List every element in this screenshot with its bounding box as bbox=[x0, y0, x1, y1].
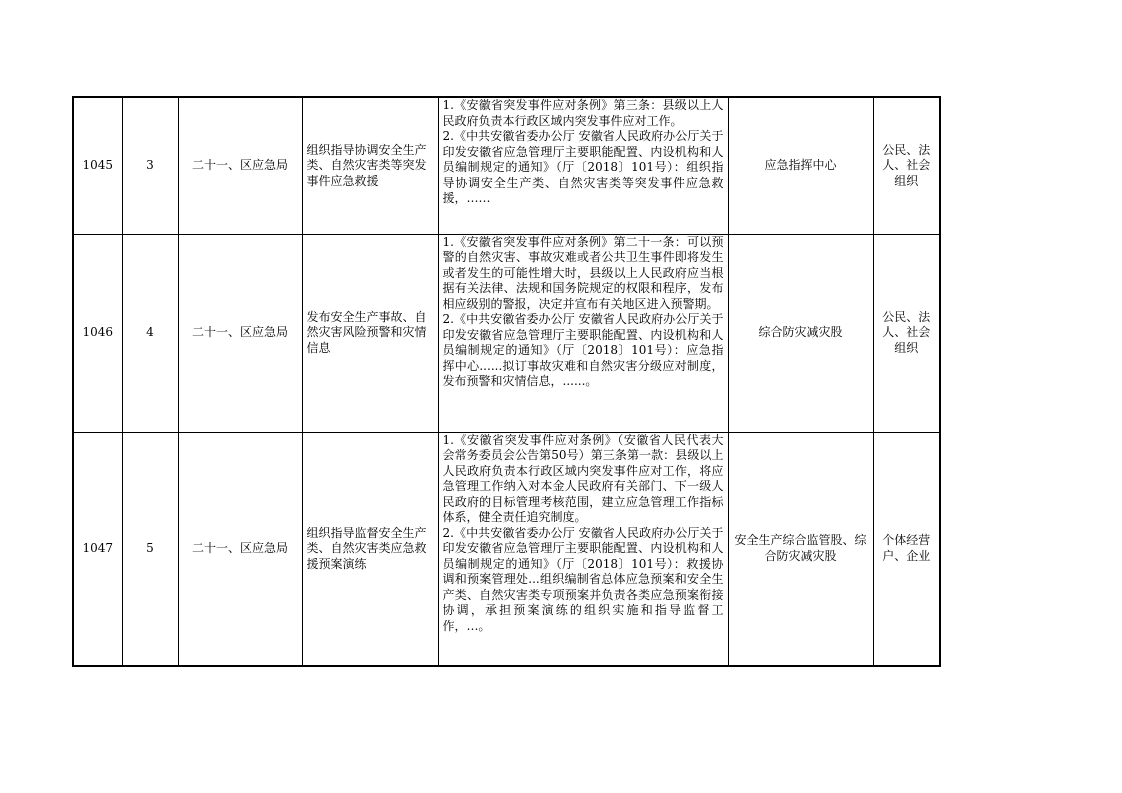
basis-paragraph: 2.《中共安徽省委办公厅 安徽省人民政府办公厅关于印发安徽省应急管理厅主要职能配置、内设机构和人员编制规定的通知》（厅〔2018〕101号）：组织指导协调安全生产类、自然灾害类等突发事件应急救援，…… bbox=[442, 129, 724, 205]
department: 二十一、区应急局 bbox=[178, 234, 302, 432]
basis-paragraph: 1.《安徽省突发事件应对条例》第二十一条：可以预警的自然灾害、事故灾难或者公共卫生事件即将发生或者发生的可能性增大时，县级以上人民政府应当根据有关法律、法规和国务院规定的权限和程序，发布相应级别的警报，决定并宣布有关地区进入预警期。 bbox=[442, 234, 724, 311]
responsible-unit: 安全生产综合监管股、综合防灾减灾股 bbox=[728, 432, 873, 666]
row-number: 1045 bbox=[73, 97, 122, 234]
basis-paragraph: 1.《安徽省突发事件应对条例》第三条：县级以上人民政府负责本行政区域内突发事件应对工作。 bbox=[442, 98, 724, 128]
basis-paragraph: 2.《中共安徽省委办公厅 安徽省人民政府办公厅关于印发安徽省应急管理厅主要职能配置、内设机构和人员编制规定的通知》（厅〔2018〕101号）：应急指挥中心......拟订事故灾难和自然灾害分级应对制度，发布预警和灾情信息，......。 bbox=[442, 312, 724, 388]
legal-basis bbox=[438, 234, 728, 432]
basis-paragraph: 1.《安徽省突发事件应对条例》（安徽省人民代表大会常务委员会公告第50号）第三条第一款：县级以上人民政府负责本行政区域内突发事件应对工作，将应急管理工作纳入对本金人民政府有关部门、下一级人民政府的目标管理考核范围，建立应急管理工作指标体系，健全责任追究制度。 bbox=[442, 432, 724, 524]
service-target: 个体经营户、企业 bbox=[873, 432, 940, 666]
power-item: 发布安全生产事故、自然灾害风险预警和灾情信息 bbox=[302, 234, 438, 432]
responsible-unit: 综合防灾减灾股 bbox=[728, 234, 873, 432]
sub-number: 5 bbox=[122, 432, 178, 666]
department: 二十一、区应急局 bbox=[178, 97, 302, 234]
row-number: 1047 bbox=[73, 432, 122, 666]
responsible-unit: 应急指挥中心 bbox=[728, 97, 873, 234]
legal-basis bbox=[438, 432, 728, 666]
power-item: 组织指导协调安全生产类、自然灾害类等突发事件应急救援 bbox=[302, 97, 438, 234]
sub-number: 3 bbox=[122, 97, 178, 234]
legal-basis bbox=[438, 97, 728, 234]
table-row bbox=[73, 234, 940, 432]
table-row bbox=[73, 432, 940, 666]
service-target: 公民、法人、社会组织 bbox=[873, 97, 940, 234]
sub-number: 4 bbox=[122, 234, 178, 432]
row-number: 1046 bbox=[73, 234, 122, 432]
power-item: 组织指导监督安全生产类、自然灾害类应急救援预案演练 bbox=[302, 432, 438, 666]
responsibility-table bbox=[72, 96, 941, 667]
service-target: 公民、法人、社会组织 bbox=[873, 234, 940, 432]
department: 二十一、区应急局 bbox=[178, 432, 302, 666]
basis-paragraph: 2.《中共安徽省委办公厅 安徽省人民政府办公厅关于印发安徽省应急管理厅主要职能配置、内设机构和人员编制规定的通知》（厅〔2018〕101号）：救援协调和预案管理处...组织编制省总体应急预案和安全生产类、自然灾害类专项预案并负责各类应急预案衔接协调，承担预案演练的组织实施和指导监督工作，…。 bbox=[442, 525, 724, 633]
table-row bbox=[73, 97, 940, 234]
